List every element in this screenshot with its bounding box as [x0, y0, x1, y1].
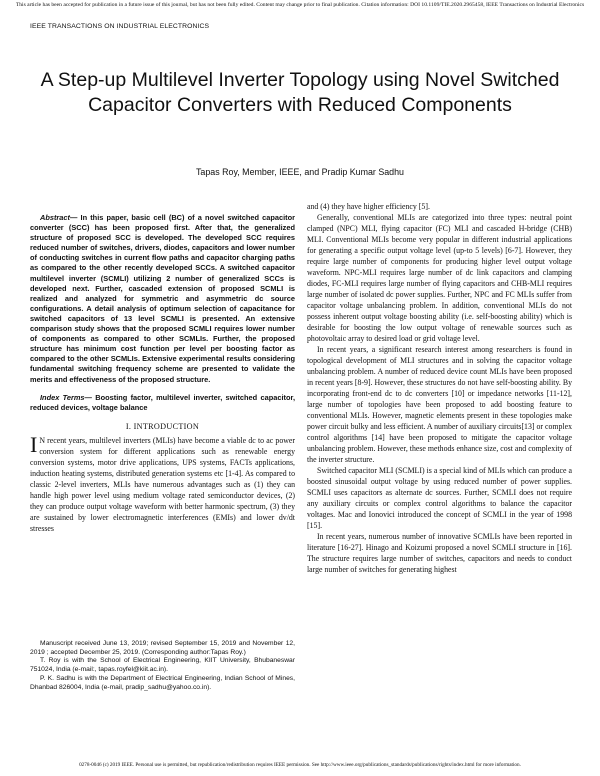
- paragraph: In recent years, numerous number of innovative SCMLIs have been reported in literature [16-27]. Hinago and Koizumi proposed a novel SCMLI structure in [16]. The structure requires large number of switches, capacitors and needs to conduct large number of switches for generating highest: [307, 532, 572, 574]
- paragraph: and (4) they have higher efficiency [5].: [307, 202, 430, 211]
- journal-name: IEEE TRANSACTIONS ON INDUSTRIAL ELECTRONICS: [30, 23, 210, 30]
- footnote-author-2: P. K. Sadhu is with the Department of Electrical Engineering, Indian School of Mines, Dhanbad 826004, India (e-mail, pradip_sadhu@yahoo.co.in).: [30, 674, 295, 691]
- paper-title: A Step-up Multilevel Inverter Topology using Novel Switched Capacitor Converters with Reduced Components: [40, 69, 560, 116]
- section-heading: I. INTRODUCTION: [125, 421, 200, 431]
- header-note: This article has been accepted for publication in a future issue of this journal, but has not been fully edited. Content may change prior to final publication. Citation information: DOI 10.1109/TIE.2020.2965458, IEEE Transactions on Industrial Electronics: [15, 2, 585, 8]
- abstract-text: In this paper, basic cell (BC) of a novel switched capacitor converter (SCC) has been proposed first. After that, the generalized structure of proposed SCC is developed. The developed SCC requires reduced number of switches, drivers, diodes, capacitors and lower number of conducting switches in current flow paths and capacitor charging paths as compared to the other recently developed SCCs. A switched capacitor multilevel inverter (SCMLI) utilizing 2 number of generalized SCCs is developed next. Further, cascaded extension of proposed SCMLI is realized and analyzed for symmetric and asymmetric dc source configurations. A detail analysis of optimum selection of capacitance for switched capacitors of 13 level SCMLI is presented. An extensive comparison study shows that the proposed SCMLI requires lower number of components as compared to other SCMLIs. Further, the proposed structure has minimum cost function per level per boosting factor as compared to the other SCMLIs. Extensive experimental results considering fundamental switching frequency scheme are presented to validate the merits and effectiveness of the proposed structure.: [30, 213, 295, 384]
- index-terms-label: Index Terms—: [40, 392, 92, 402]
- right-column: [307, 201, 572, 575]
- abstract-label: Abstract—: [40, 213, 78, 222]
- drop-cap: I: [30, 431, 38, 457]
- author-line: Tapas Roy, Member, IEEE, and Pradip Kumar Sadhu: [195, 167, 404, 177]
- abstract: [30, 213, 295, 385]
- footnote-manuscript: Manuscript received June 13, 2019; revised September 15, 2019 and November 12, 2019 ; accepted December 25, 2019. (Corresponding author:Tapas Roy.): [30, 640, 295, 656]
- paragraph: Generally, conventional MLIs are categorized into three types: neutral point clamped (NPC) MLI, flying capacitor (FC) MLI and cascaded H-bridge (CHB) MLI. Conventional MLIs become very popular in different industrial applications for generating a specific output voltage level (up-to 5 levels) [6-7]. However, they require large number of components for producing higher level output voltage waveform. NPC-MLI requires large number of dc link capacitors and clamping diodes, FC-MLI requires large number of flying capacitors and CHB-MLI requires large number of isolated dc power supplies. Further, NPC and FC MLIs suffer from capacitor voltage unbalancing problem. In addition, conventional MLIs do not possess inherent output voltage boosting ability (i.e. self-boosting ability) which is desirable for boosting the low output voltage of renewable sources such as photovoltaic array to desired load or grid voltage level.: [307, 213, 572, 343]
- page-footer: 0278-0046 (c) 2019 IEEE. Personal use is permitted, but republication/redistribution requires IEEE permission. See http://www.ieee.org/publications_standards/publications/rights/index.html for more information.: [79, 762, 521, 768]
- intro-text: N recent years, multilevel inverters (MLIs) have become a viable dc to ac power conversion system for different applications such as renewable energy conversion systems, motor drive applications, UPS systems, FACTs applications, induction heating systems, distributed generation systems etc [1-4]. As compared to classic 2-level inverters, MLIs have numerous advantages such as (1) they can handle high power level using medium voltage rated semiconductor devices, (2) they can produce output voltage waveform with better harmonic spectrum, (3) they are sustained by lower electromagnetic interferences (EMIs) and lower dv/dt stresses: [30, 435, 295, 533]
- footnotes: [30, 640, 295, 692]
- paragraph: Switched capacitor MLI (SCMLI) is a special kind of MLIs which can produce a boosted sinusoidal output voltage by using reduced number of power supplies. SCMLI uses capacitors as alternate dc sources. Further, SCMLI does not require any auxiliary circuits or complex control algorithms to balance the capacitor voltages. Mac and Ionovici introduced the concept of SCMLI in the year of 1998 [15].: [307, 466, 572, 530]
- intro-paragraph: [30, 431, 295, 534]
- paragraph: In recent years, a significant research interest among researchers is found in topological development of MLI structures and in solving the capacitor voltage unbalancing problem. A number of reduced device count MLIs have been proposed in recent years [8-9]. However, these structures do not have self-boosting ability. By incorporating front-end dc to dc converters [10] or impedance networks [11-12], large number of topologies have been proposed to add boosting feature to conventional MLIs. However, magnetic elements present in these topologies make power circuit bulky and less efficient. A number of auxiliary circuits[13] or complex control algorithms [14] have been proposed to mitigate the capacitor voltage unbalancing problem. However, these methods enhance size, cost and complexity of the inverter structure.: [307, 345, 572, 464]
- left-column: [30, 213, 295, 534]
- index-terms-text: Boosting factor, multilevel inverter, switched capacitor, reduced devices, voltage balance: [30, 392, 295, 412]
- footnote-author-1: T. Roy is with the School of Electrical Engineering, KIIT University, Bhubaneswar 751024, India (e-mail:, tapas.royfel@kiit.ac.in).: [30, 657, 295, 674]
- index-terms: [30, 393, 295, 413]
